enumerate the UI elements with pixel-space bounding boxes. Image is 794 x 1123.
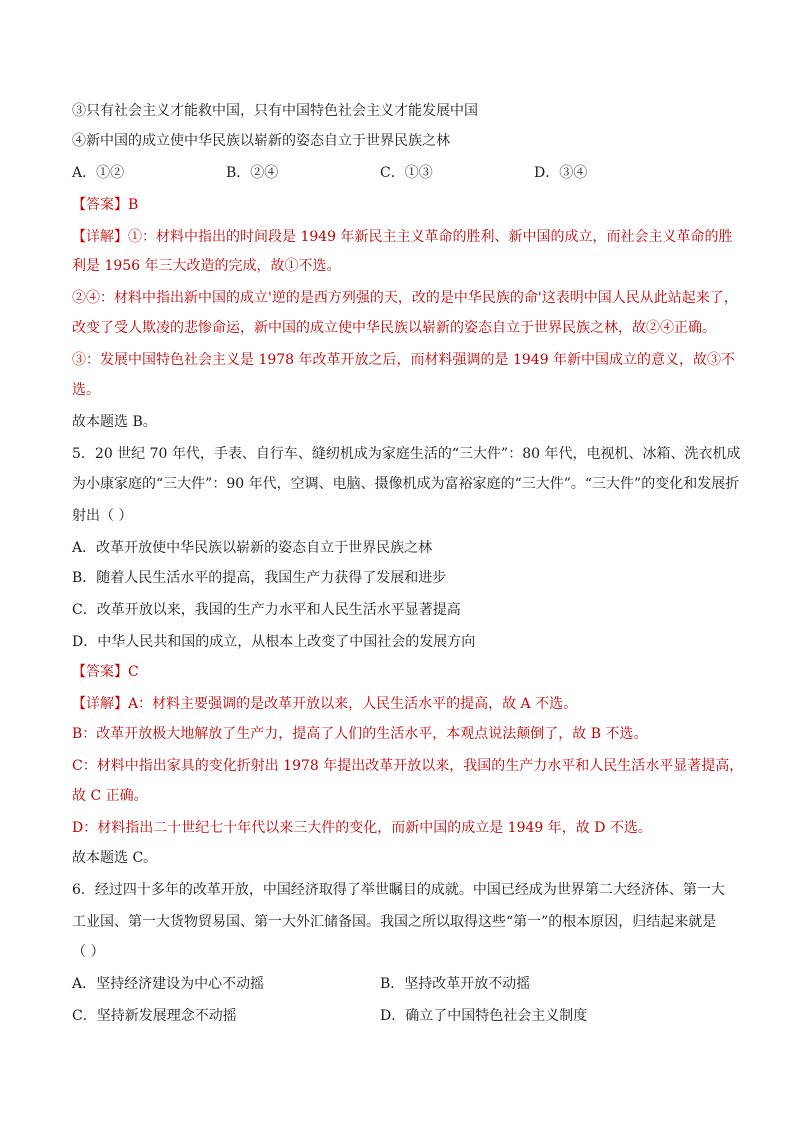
q5-detail-line: 【详解】A：材料主要强调的是改革开放以来，人民生活水平的提高，故 A 不选。 — [72, 696, 578, 712]
q5-conclusion: 故本题选 C。 — [72, 850, 158, 866]
q4-statement-3: ③只有社会主义才能救中国，只有中国特色社会主义才能发展中国 — [72, 103, 478, 119]
q5-option-d: D．中华人民共和国的成立，从根本上改变了中国社会的发展方向 — [72, 634, 476, 650]
q4-detail-line: 选。 — [72, 382, 100, 398]
q4-option-d: D．③④ — [534, 165, 588, 181]
q5-option-b: B．随着人民生活水平的提高，我国生产力获得了发展和进步 — [72, 570, 447, 586]
q5-detail-line: D：材料指出二十世纪七十年代以来三大件的变化，而新中国的成立是 1949 年，故 D 不选。 — [72, 820, 652, 836]
q5-stem-line: 射出（ ） — [72, 508, 133, 524]
q6-stem-line: 6．经过四十多年的改革开放，中国经济取得了举世瞩目的成就。中国已经成为世界第二大经济体、第一大 — [72, 882, 725, 898]
q6-stem-line: 工业国、第一大货物贸易国、第一大外汇储备国。我国之所以取得这些“第一”的根本原因，归结起来就是 — [72, 914, 717, 930]
q4-detail-line: 【详解】①：材料中指出的时间段是 1949 年新民主主义革命的胜利、新中国的成立，而社会主义革命的胜 — [72, 229, 733, 245]
q4-answer: 【答案】B — [72, 197, 139, 213]
q5-detail-line: 故 C 正确。 — [72, 788, 148, 804]
q5-option-c: C．改革开放以来，我国的生产力水平和人民生活水平显著提高 — [72, 602, 461, 618]
q4-detail-line: 利是 1956 年三大改造的完成，故①不选。 — [72, 258, 341, 274]
q6-stem-line: （ ） — [72, 944, 105, 960]
q4-detail-line: ②④：材料中指出新中国的成立'逆的是西方列强的天，改的是中华民族的命'这表明中国人民从此站起来了， — [72, 290, 738, 306]
q6-option-a: A．坚持经济建设为中心不动摇 — [72, 976, 265, 992]
q4-detail-line: ③：发展中国特色社会主义是 1978 年改革开放之后，而材料强调的是 1949 年新中国成立的意义，故③不 — [72, 352, 736, 368]
q5-option-a: A．改革开放使中华民族以崭新的姿态自立于世界民族之林 — [72, 540, 433, 556]
q4-option-c: C．①③ — [380, 165, 433, 181]
q4-statement-4: ④新中国的成立使中华民族以崭新的姿态自立于世界民族之林 — [72, 133, 450, 149]
q4-detail-line: 改变了受人欺凌的悲惨命运，新中国的成立使中华民族以崭新的姿态自立于世界民族之林，故②④正确。 — [72, 320, 716, 336]
q5-answer: 【答案】C — [72, 664, 139, 680]
q6-option-c: C．坚持新发展理念不动摇 — [72, 1008, 237, 1024]
q4-option-a: A．①② — [72, 165, 125, 181]
q5-stem-line: 为小康家庭的“三大件”：90 年代，空调、电脑、摄像机成为富裕家庭的“三大件”。“三大件”的变化和发展折 — [72, 476, 740, 492]
q6-option-d: D．确立了中国特色社会主义制度 — [380, 1008, 588, 1024]
q5-stem-line: 5．20 世纪 70 年代，手表、自行车、缝纫机成为家庭生活的“三大件”：80 年代，电视机、冰箱、洗衣机成 — [72, 446, 741, 462]
q4-conclusion: 故本题选 B。 — [72, 414, 157, 430]
q5-detail-line: B：改革开放极大地解放了生产力，提高了人们的生活水平，本观点说法颠倒了，故 B 不选。 — [72, 726, 648, 742]
q4-option-b: B．②④ — [226, 165, 279, 181]
q6-option-b: B．坚持改革开放不动摇 — [380, 976, 531, 992]
q5-detail-line: C：材料中指出家具的变化折射出 1978 年提出改革开放以来，我国的生产力水平和人民生活水平显著提高， — [72, 758, 744, 774]
